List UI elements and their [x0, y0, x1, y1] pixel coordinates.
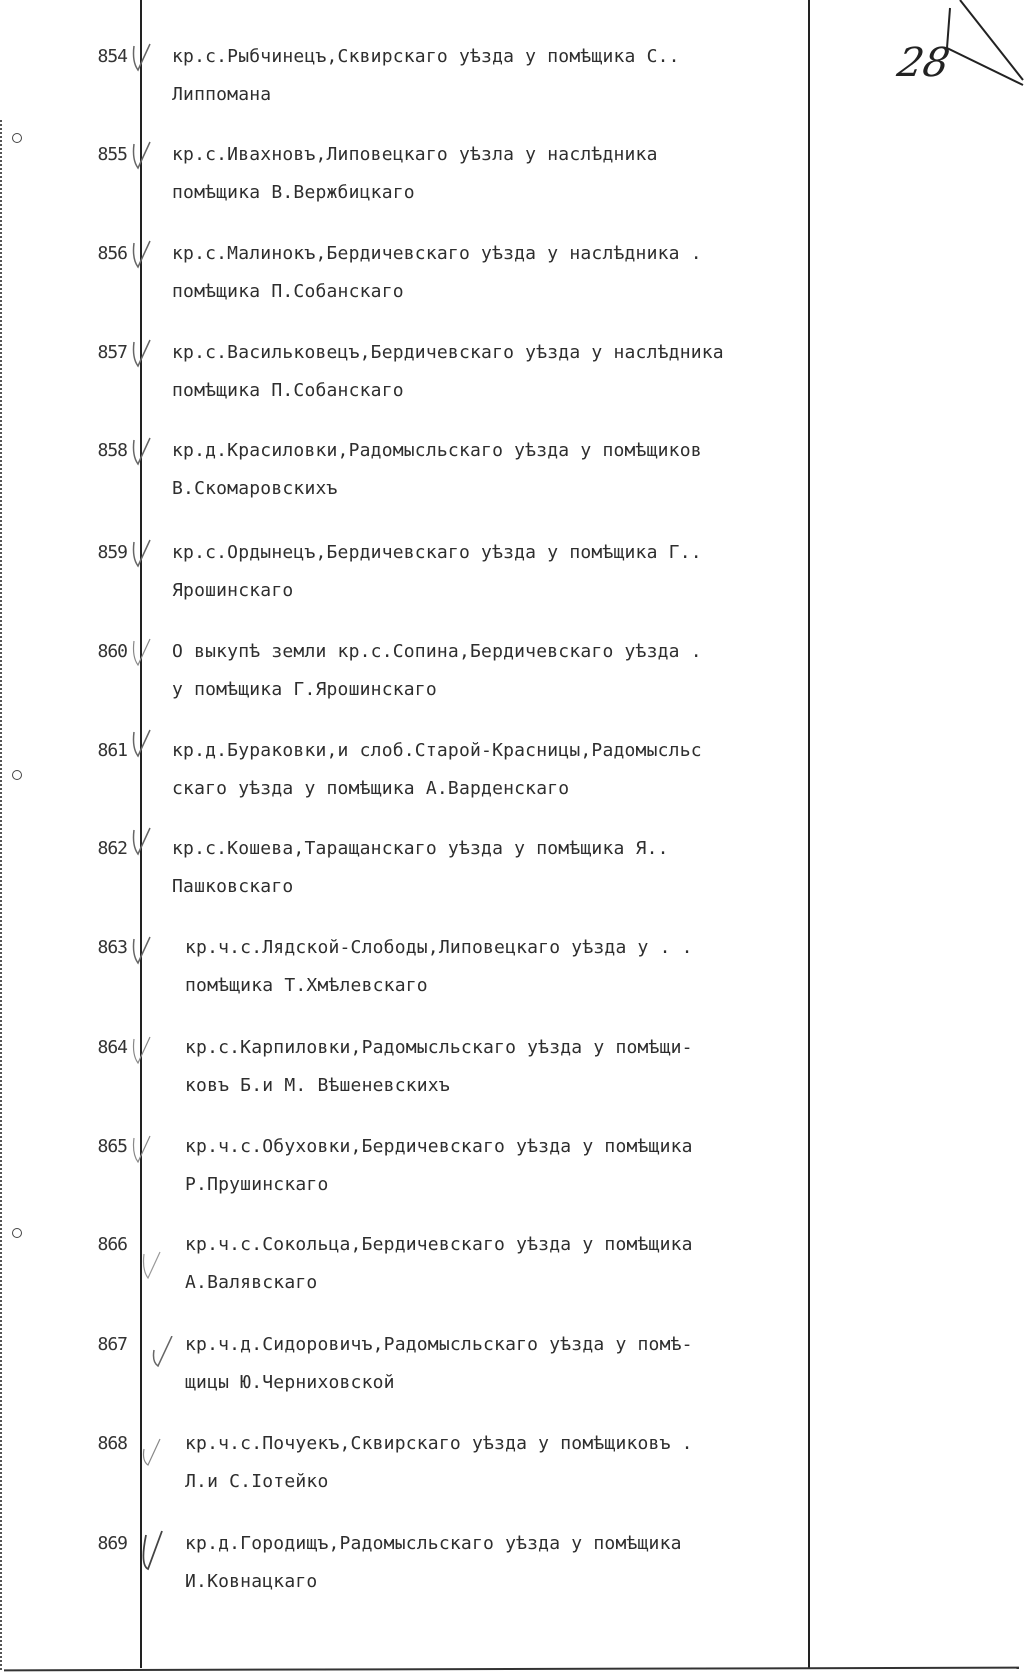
check-mark-icon: [140, 1248, 164, 1282]
entry-line-2: помѣщика П.Собанскаго: [172, 380, 404, 401]
entry-line-1: кр.с.Малинокъ,Бердичевскаго уѣзда у наслѣдника .: [172, 243, 702, 264]
check-mark-icon: [130, 138, 154, 172]
check-mark-icon: [140, 1435, 164, 1469]
entry-number: 864: [97, 1037, 127, 1058]
entry-line-2: В.Скомаровскихъ: [172, 478, 338, 499]
entry-number: 856: [97, 243, 127, 264]
entry-number: 854: [97, 46, 127, 67]
entry-line-1: кр.д.Бураковки,и слоб.Старой-Красницы,Радомысльс: [172, 740, 702, 761]
entry-line-1: кр.ч.с.Сокольца,Бердичевскаго уѣзда у помѣщика: [185, 1234, 693, 1255]
entry-number: 869: [97, 1533, 127, 1554]
entry-line-2: Л.и С.Іотейко: [185, 1471, 329, 1492]
entry-line-1: кр.д.Красиловки,Радомысльскаго уѣзда у помѣщиков: [172, 440, 702, 461]
check-mark-icon: [130, 726, 154, 760]
entry-line-1: кр.с.Карпиловки,Радомысльскаго уѣзда у помѣщи-: [185, 1037, 693, 1058]
entry-line-2: Липпомана: [172, 84, 272, 105]
entry-number: 861: [97, 740, 127, 761]
corner-fold-mark-icon: [945, 0, 1024, 90]
entry-line-1: кр.с.Ордынецъ,Бердичевскаго уѣзда у помѣщика Г..: [172, 542, 702, 563]
entry-number: 868: [97, 1433, 127, 1454]
entry-number: 859: [97, 542, 127, 563]
entry-line-1: кр.с.Васильковецъ,Бердичевскаго уѣзда у наслѣдника: [172, 342, 724, 363]
punch-hole-mark: [12, 133, 22, 143]
entry-number: 867: [97, 1334, 127, 1355]
entry-line-1: кр.с.Кошева,Таращанскаго уѣзда у помѣщика Я..: [172, 838, 669, 859]
entry-line-1: кр.д.Городищъ,Радомысльскаго уѣзда у помѣщика: [185, 1533, 682, 1554]
check-mark-icon: [130, 1033, 154, 1067]
entry-line-1: кр.с.Рыбчинецъ,Сквирскаго уѣзда у помѣщика С..: [172, 46, 680, 67]
punch-hole-mark: [12, 1228, 22, 1238]
entry-line-2: у помѣщика Г.Ярошинскаго: [172, 679, 437, 700]
entry-number: 862: [97, 838, 127, 859]
entry-line-1: О выкупѣ земли кр.с.Сопина,Бердичевскаго уѣзда .: [172, 641, 702, 662]
entry-line-2: Пашковскаго: [172, 876, 294, 897]
entry-number: 858: [97, 440, 127, 461]
entry-line-1: кр.с.Ивахновъ,Липовецкаго уѣзла у наслѣдника: [172, 144, 658, 165]
entry-number: 860: [97, 641, 127, 662]
entry-number: 855: [97, 144, 127, 165]
check-mark-icon: [150, 1336, 174, 1370]
entry-line-2: щицы Ю.Черниховской: [185, 1372, 395, 1393]
entry-number: 863: [97, 937, 127, 958]
punch-hole-mark: [12, 770, 22, 780]
entry-line-2: помѣщика Т.Хмѣлевскаго: [185, 975, 428, 996]
entry-line-2: Ярошинскаго: [172, 580, 294, 601]
entry-line-2: помѣщика В.Вержбицкаго: [172, 182, 415, 203]
check-mark-icon: [130, 40, 154, 74]
entry-line-1: кр.ч.д.Сидоровичъ,Радомысльскаго уѣзда у помѣ-: [185, 1334, 693, 1355]
check-mark-icon: [130, 933, 154, 967]
entry-line-2: скаго уѣзда у помѣщика А.Варденскаго: [172, 778, 570, 799]
check-mark-icon: [130, 336, 154, 370]
check-mark-icon: [130, 237, 154, 271]
entry-line-2: А.Валявскаго: [185, 1272, 318, 1293]
entry-line-2: Р.Прушинскаго: [185, 1174, 329, 1195]
entry-line-2: помѣщика П.Собанскаго: [172, 281, 404, 302]
entry-line-1: кр.ч.с.Лядской-Слободы,Липовецкаго уѣзда у . .: [185, 937, 693, 958]
entry-number: 865: [97, 1136, 127, 1157]
entry-number: 857: [97, 342, 127, 363]
entry-line-1: кр.ч.с.Почуекъ,Сквирскаго уѣзда у помѣщиковъ .: [185, 1433, 693, 1454]
entry-line-2: И.Ковнацкаго: [185, 1571, 318, 1592]
entry-number: 866: [97, 1234, 127, 1255]
check-mark-icon: [130, 824, 154, 858]
entry-line-1: кр.ч.с.Обуховки,Бердичевскаго уѣзда у помѣщика: [185, 1136, 693, 1157]
folio-number: 28: [893, 40, 953, 86]
bottom-rule: [4, 1667, 1019, 1672]
page-left-edge: [0, 120, 5, 1670]
check-mark-icon: [130, 536, 154, 570]
check-mark-icon: [140, 1529, 164, 1573]
margin-rule-right: [808, 0, 810, 1668]
check-mark-icon: [130, 434, 154, 468]
entry-line-2: ковъ Б.и М. Вѣшеневскихъ: [185, 1075, 450, 1096]
check-mark-icon: [130, 635, 154, 669]
check-mark-icon: [130, 1132, 154, 1166]
